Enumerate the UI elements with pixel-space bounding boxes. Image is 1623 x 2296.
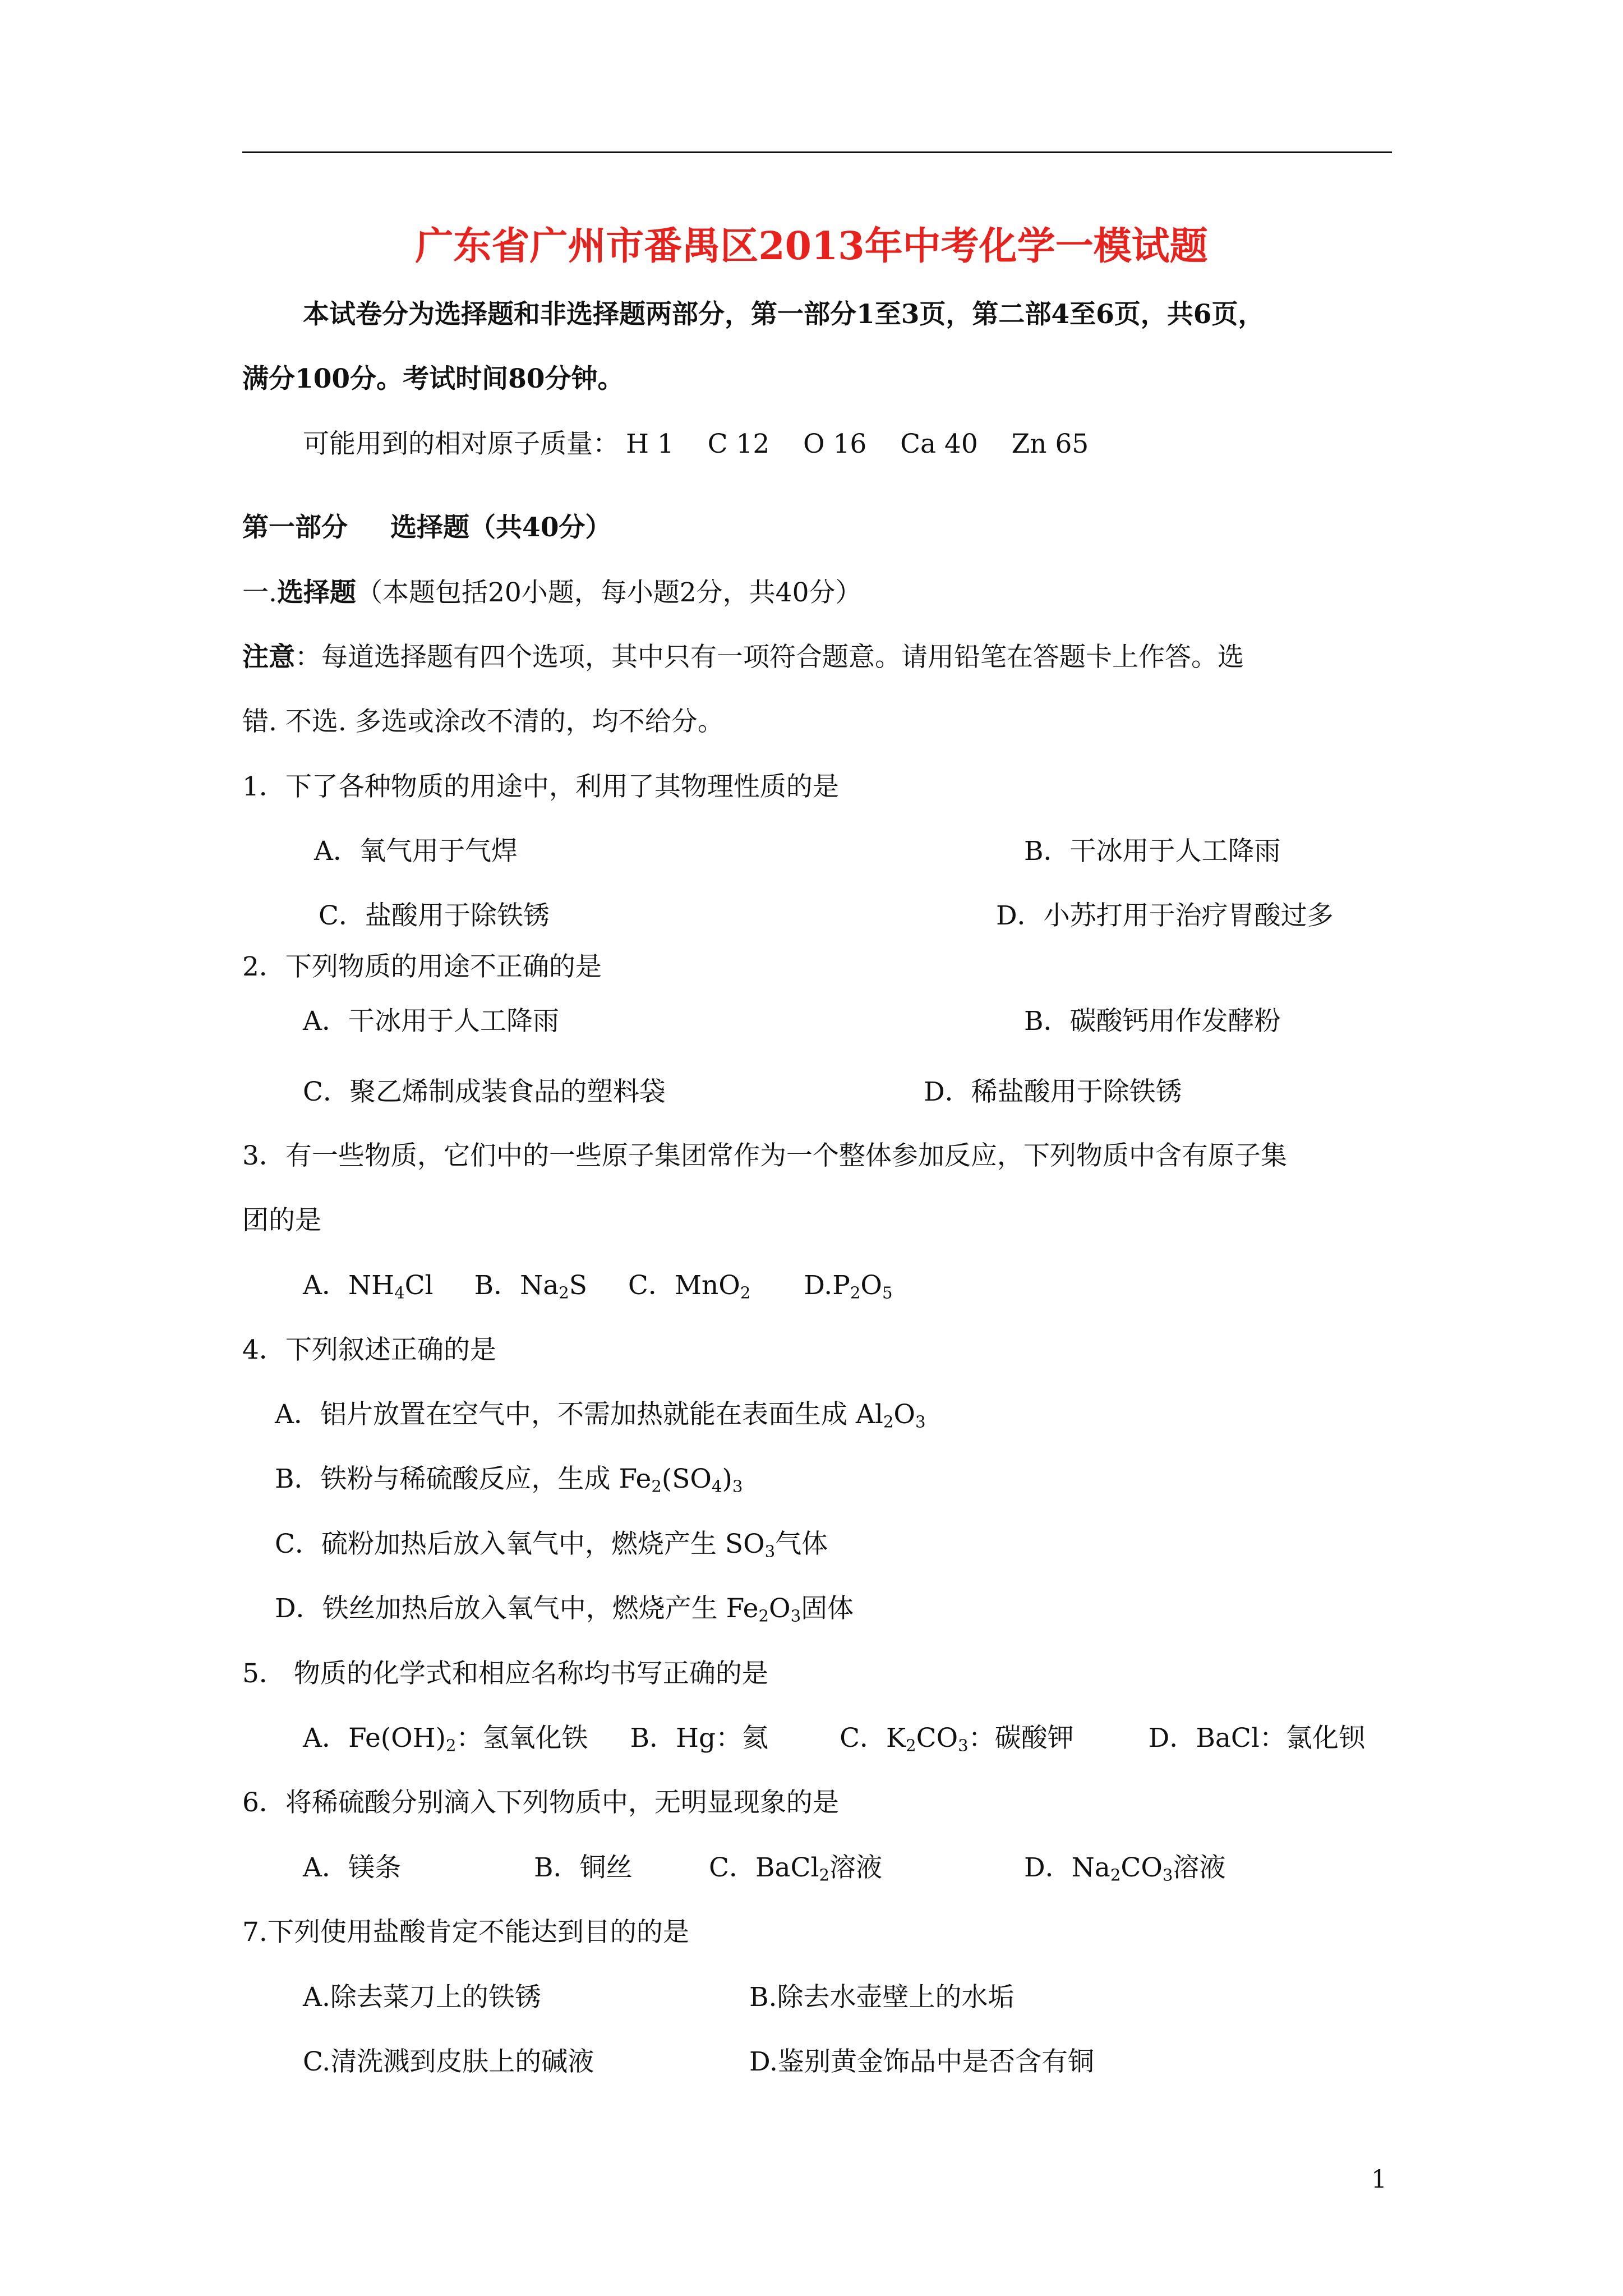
q1-option-c: C．盐酸用于除铁锈 [319,900,550,931]
q4-stem: 4．下列叙述正确的是 [242,1335,496,1365]
top-rule [242,151,1392,153]
intro-line-2: 满分100分。考试时间80分钟。 [242,364,624,394]
section1-title: 选择题 [276,577,356,608]
q2-option-a: A．干冰用于人工降雨 [303,1006,559,1037]
q3-options [303,1270,893,1303]
q5-option-a: A．$Fe(OH)_2$：氢氧化铁 [303,1723,588,1755]
q7-option-d: D.鉴别黄金饰品中是否含有铜 [749,2046,1094,2077]
q3-option-b: B．$Na_2S$ [474,1270,587,1303]
q4-option-b: B．铁粉与稀硫酸反应，生成 $Fe_2(SO_4)_3$ [275,1464,743,1496]
part1-heading [242,514,611,541]
q6-option-a: A．镁条 [303,1852,401,1883]
q7-option-b: B.除去水壶壁上的水垢 [749,1982,1015,2013]
atomic-mass-values: H 1 C 12 O 16 Ca 40 Zn 65 [626,429,1089,459]
q1-option-a: A．氧气用于气焊 [314,836,518,867]
atomic-mass-line [303,431,1089,457]
q5-options [303,1723,1365,1755]
q6-option-c: C．BaCl$_2$溶液 [709,1852,883,1885]
document-title: 广东省广州市番禺区2013年中考化学一模试题 [415,224,1208,269]
intro-line-1: 本试卷分为选择题和非选择题两部分，第一部分1至3页，第二部4至6页，共6页， [303,299,1265,330]
q6-option-d: D．$Na_2CO_3$溶液 [1024,1852,1226,1885]
q6-stem: 6．将稀硫酸分别滴入下列物质中，无明显现象的是 [242,1787,839,1818]
q5-option-d: D．BaCl：氯化钡 [1148,1723,1365,1754]
q2-option-c: C．聚乙烯制成装食品的塑料袋 [303,1076,666,1107]
q2-option-b: B．碳酸钙用作发酵粉 [1024,1006,1281,1037]
notice-line-2: 错. 不选. 多选或涂改不清的，均不给分。 [242,706,724,737]
q3-option-d: $D.P_2O_5$ [804,1270,893,1303]
q3-stem-line-1: 3．有一些物质，它们中的一些原子集团常作为一个整体参加反应，下列物质中含有原子集 [242,1140,1287,1171]
part1-title: 选择题（共40分） [390,512,612,543]
q5-stem: 5． 物质的化学式和相应名称均书写正确的是 [242,1658,768,1689]
notice-line-1 [242,642,1244,673]
q4-option-a: A．铝片放置在空气中，不需加热就能在表面生成 $Al_2O_3$ [275,1399,926,1432]
q4-option-d: D．铁丝加热后放入氧气中，燃烧产生 $Fe_2O_3$固体 [275,1593,854,1626]
q5-option-b: B．Hg：氦 [630,1723,769,1754]
q3-option-c: C．MnO$_2$ [628,1270,751,1303]
q5-option-c: C．$K_2CO_3$：碳酸钾 [840,1723,1074,1755]
q7-option-c: C.清洗溅到皮肤上的碱液 [303,2046,594,2077]
q3-stem-line-2: 团的是 [242,1205,321,1236]
section1-detail: （本题包括20小题，每小题2分，共40分） [356,577,862,608]
q1-option-d: D．小苏打用于治疗胃酸过多 [996,900,1334,931]
q1-stem: 1．下了各种物质的用途中，利用了其物理性质的是 [242,771,839,802]
q7-option-a: A.除去菜刀上的铁锈 [303,1982,541,2013]
q4-option-c: C．硫粉加热后放入氧气中，燃烧产生 $SO_3$气体 [275,1529,828,1561]
notice-text-1: ：每道选择题有四个选项，其中只有一项符合题意。请用铅笔在答题卡上作答。选 [295,642,1244,673]
q6-option-b: B．铜丝 [534,1852,633,1883]
section1-heading [242,579,861,606]
q7-stem: 7.下列使用盐酸肯定不能达到目的的是 [242,1917,689,1948]
part1-label: 第一部分 [242,512,348,543]
notice-label: 注意 [242,642,295,673]
q3-option-a: A．$NH_4Cl$ [303,1270,434,1303]
q1-option-b: B．干冰用于人工降雨 [1024,836,1281,867]
atomic-mass-label: 可能用到的相对原子质量： [303,429,619,459]
page-number: 1 [1371,2165,1387,2194]
q2-option-d: D．稀盐酸用于除铁锈 [924,1076,1182,1107]
q2-stem: 2．下列物质的用途不正确的是 [242,951,602,982]
section1-number: 一. [242,577,277,608]
